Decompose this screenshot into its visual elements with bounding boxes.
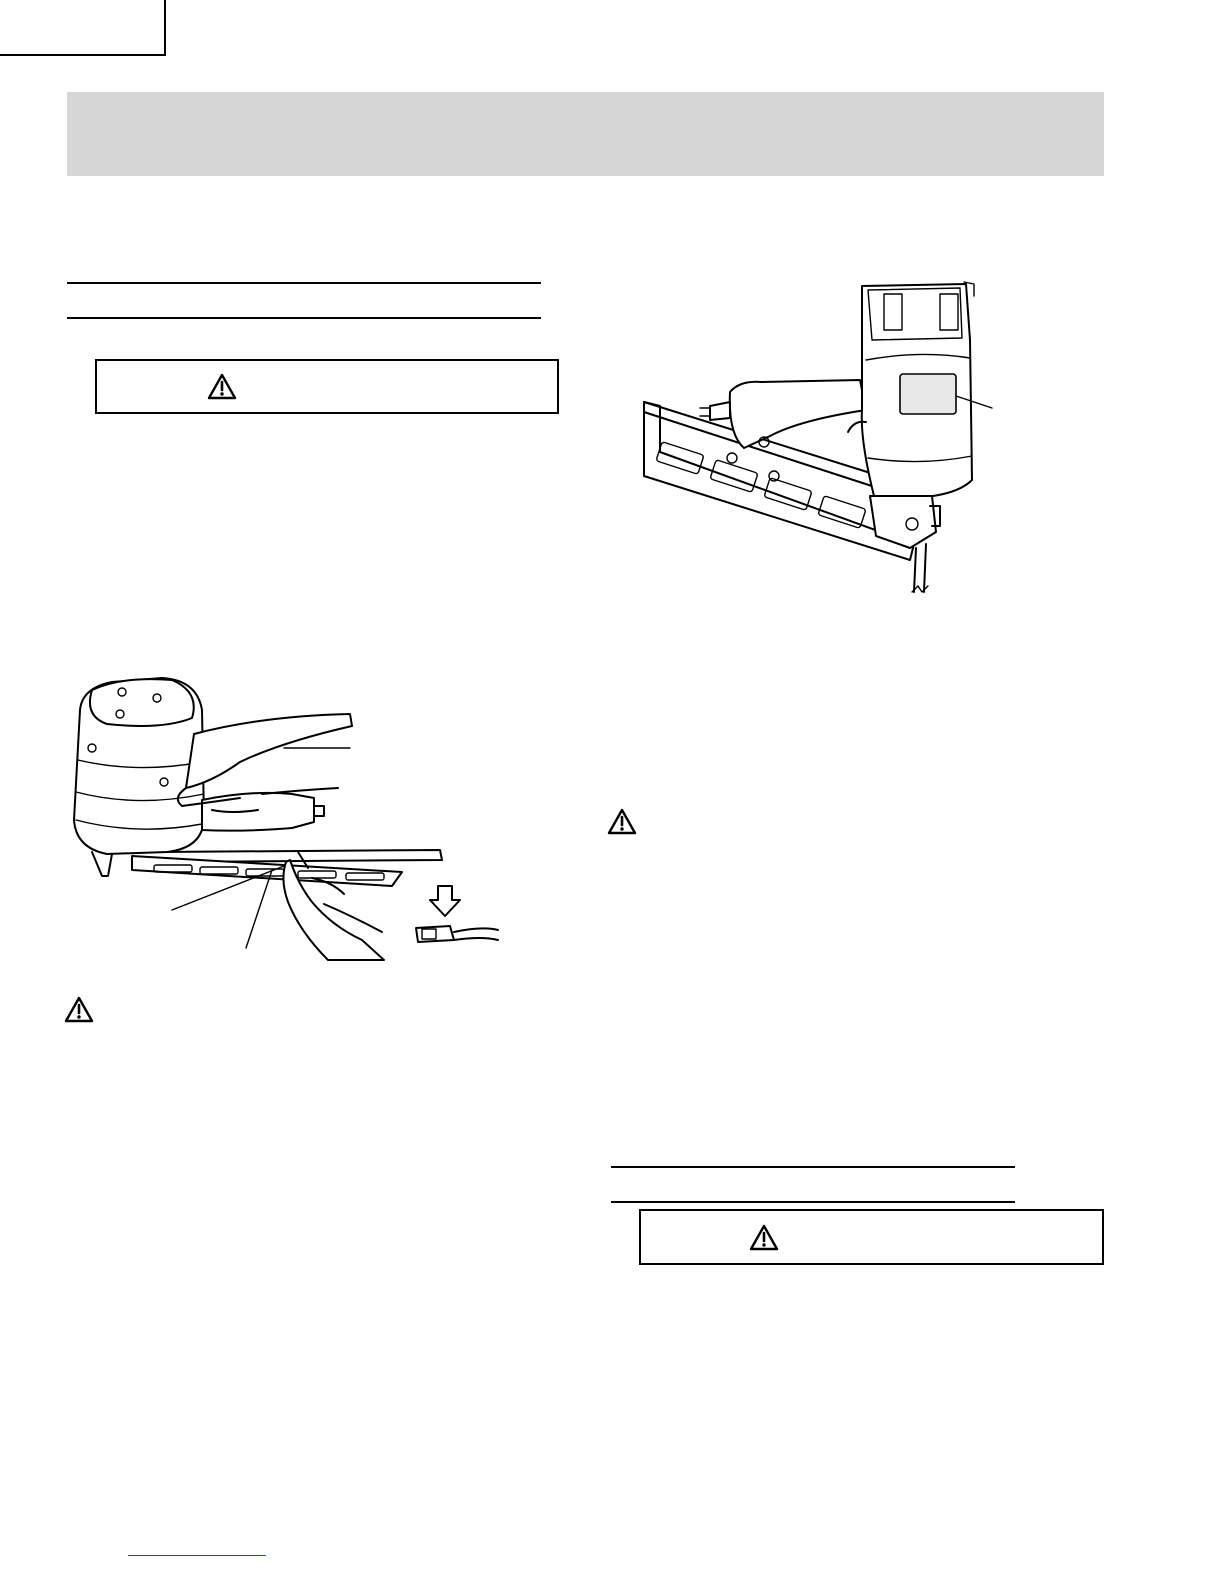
right-section-heading bbox=[614, 1172, 1014, 1196]
left-heading-rule-bottom bbox=[67, 317, 541, 319]
title-band bbox=[67, 92, 1104, 176]
page-tab bbox=[0, 0, 166, 56]
right-warning-box bbox=[639, 1209, 1104, 1265]
right-inline-warning-icon bbox=[607, 808, 637, 835]
right-heading-rule-top bbox=[611, 1166, 1015, 1168]
right-heading-rule-bottom bbox=[611, 1201, 1015, 1203]
left-inline-warning-icon bbox=[64, 996, 94, 1023]
warning-triangle-icon bbox=[749, 1224, 779, 1251]
left-section-heading bbox=[70, 288, 540, 312]
left-heading-rule-top bbox=[67, 282, 541, 284]
figure-nailer-disconnect bbox=[62, 670, 502, 970]
figure-nailer-side-view bbox=[640, 280, 1010, 600]
left-warning-box bbox=[95, 359, 559, 414]
arrow-down-icon bbox=[430, 886, 460, 916]
footer-link-underline[interactable] bbox=[128, 1555, 266, 1556]
warning-triangle-icon bbox=[207, 373, 237, 400]
